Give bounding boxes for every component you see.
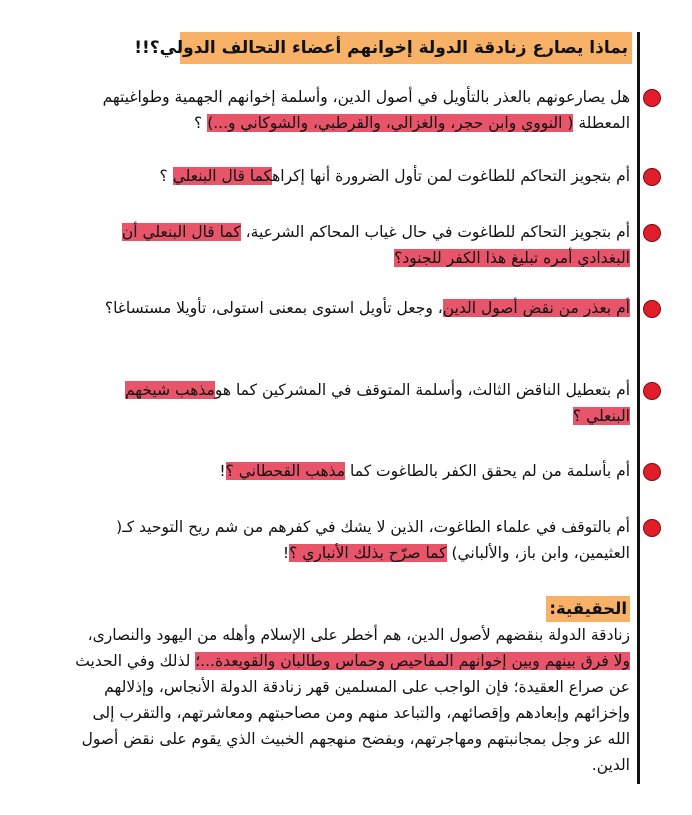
paragraph-text: زنادقة الدولة بنقضهم لأصول الدين، هم أخطر على الإسلام وأهله من اليهود والنصارى، (87, 626, 630, 644)
vertical-rule (637, 32, 640, 784)
bullet-icon (643, 168, 661, 186)
item-text-end: ! (282, 544, 290, 562)
list-item-2 (80, 163, 630, 189)
section-heading: الحقيقية: (546, 596, 630, 622)
list-item-3 (80, 219, 630, 271)
item-text-end: ؟ (159, 167, 173, 185)
bullet-icon (643, 89, 661, 107)
item-text: أم بأسلمة من لم يحقق الكفر بالطاغوت كما (345, 462, 630, 480)
bullet-icon (643, 519, 661, 537)
item-highlight: كما صرّح بذلك الأنباري ؟ (289, 544, 447, 562)
bullet-icon (643, 382, 661, 400)
item-highlight: أم بعذر من نقض أصول الدين (442, 299, 630, 317)
list-item-1 (80, 84, 630, 136)
list-item-4 (80, 295, 630, 321)
item-highlight: مذهب شيخهم البنعلي ؟ (124, 381, 630, 425)
item-text: هل يصارعونهم بالعذر بالتأويل في أصول الدين، وأسلمة إخوانهم الجهمية وطواغيتهم المعطلة (102, 88, 630, 132)
bullet-icon (643, 300, 661, 318)
bullet-icon (643, 224, 661, 242)
item-highlight: مذهب القحطاني ؟ (225, 462, 346, 480)
item-text: أم بتجويز التحاكم للطاغوت لمن تأول الضرورة أنها إكراه (272, 167, 630, 185)
paragraph-highlight: ولا فرق بينهم وبين إخوانهم المفاحيص وحماس وطالبان والقويعدة...؛ (195, 652, 630, 670)
item-highlight: كما قال البنعلي أن البغدادي أمره تبليغ هذا الكفر للجنود؟ (121, 223, 630, 267)
item-text: ، وجعل تأويل استوى بمعنى استولى، تأويلا مستساغا؟ (104, 299, 443, 317)
list-item-6 (80, 458, 630, 484)
item-highlight: كما قال البنعلي (172, 167, 273, 185)
item-text: أم بتجويز التحاكم للطاغوت في حال غياب المحاكم الشرعية، (240, 223, 630, 241)
item-text: أم بالتوقف في علماء الطاغوت، الذين لا يشك في كفرهم من شم ريح التوحيد كـ( العثيمين، وابن باز، والألباني) (116, 518, 630, 562)
section-paragraph (70, 622, 630, 778)
paragraph-text-2: لذلك وفي الحديث عن صراع العقيدة؛ فإن الواجب على المسلمين قهر زنادقة الدولة الأنجاس، وإذلالهم وإخزائهم وإبعادهم وإقصائهم، والتباعد منهم ومن مصاحبتهم ومعاشرتهم، والتقرب إلى الله عز وجل بمجانبتهم ومهاجرتهم، وبفضح منهجهم الخبيث الذي يقوم على نقض أصول الدين. (75, 652, 630, 774)
bullet-icon (643, 463, 661, 481)
item-text-end: ! (219, 462, 226, 480)
item-text-end: ؟ (194, 114, 203, 132)
list-item-7 (80, 514, 630, 566)
item-text: أم بتعطيل الناقض الثالث، وأسلمة المتوقف في المشركين كما هو (214, 381, 630, 399)
page-title: بماذا يصارع زنادقة الدولة إخوانهم أعضاء التحالف الدولي؟!! (180, 32, 632, 64)
item-highlight: ( النووي وابن حجر، والغزالي، والقرطبي، والشوكاني و...) (207, 114, 574, 132)
list-item-5 (80, 377, 630, 429)
